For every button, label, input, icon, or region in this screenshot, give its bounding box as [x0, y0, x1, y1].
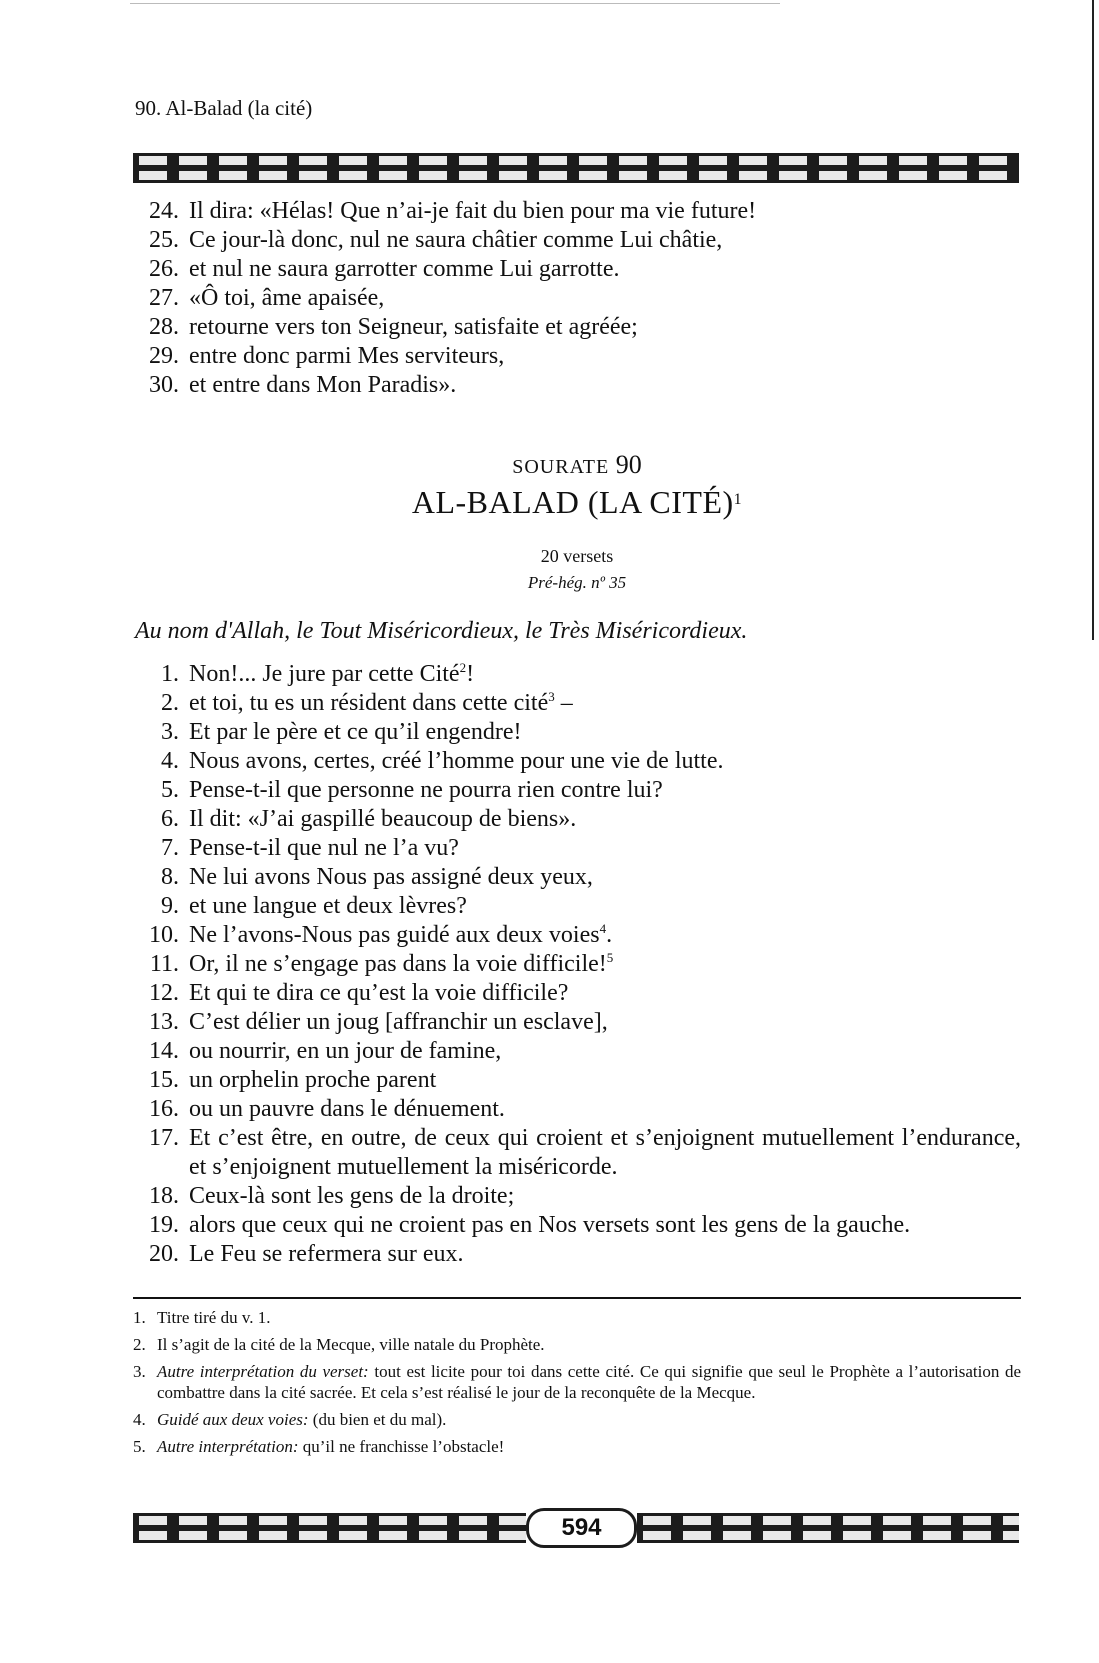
- verse-line: 3. Et par le père et ce qu’il engendre!: [161, 719, 522, 745]
- verse-line: 12. Et qui te dira ce qu’est la voie difficile?: [149, 980, 569, 1006]
- verse-line: 18. Ceux-là sont les gens de la droite;: [149, 1183, 515, 1209]
- verse-line: 17. Et c’est être, en outre, de ceux qui croient et s’enjoignent mutuellement l’endurance, et s’enjoignent mutuellement la miséricorde.: [149, 1125, 1021, 1180]
- verse-line: 13. C’est délier un joug [affranchir un esclave],: [149, 1009, 608, 1035]
- top-rule: [130, 3, 780, 4]
- previous-verses: [133, 197, 1021, 400]
- margin-rule: [1092, 0, 1094, 640]
- footnote: 5. Autre interprétation: qu’il ne franchisse l’obstacle!: [133, 1437, 505, 1456]
- sourate-verses: [133, 660, 1021, 1269]
- verse-line: 19. alors que ceux qui ne croient pas en Nos versets sont les gens de la gauche.: [149, 1212, 911, 1238]
- verse-line: 30. et entre dans Mon Paradis».: [149, 372, 457, 398]
- sourate-label: SOURATE: [512, 456, 610, 478]
- verse-line: 24. Il dira: «Hélas! Que n’ai-je fait du bien pour ma vie future!: [149, 198, 757, 224]
- verse-line: 14. ou nourrir, en un jour de famine,: [149, 1038, 502, 1064]
- basmala: Au nom d'Allah, le Tout Miséricordieux, le Très Miséricordieux.: [135, 618, 748, 644]
- verse-line: 10. Ne l’avons-Nous pas guidé aux deux voies$^4$.: [149, 921, 613, 948]
- page-number: 594: [526, 1508, 637, 1548]
- verse-line: 4. Nous avons, certes, créé l’homme pour une vie de lutte.: [161, 748, 724, 774]
- running-head: 90. Al-Balad (la cité): [135, 96, 313, 120]
- verse-line: 29. entre donc parmi Mes serviteurs,: [149, 343, 505, 369]
- revelation-order: Pré-hég. nº 35: [527, 573, 627, 592]
- verse-line: 20. Le Feu se refermera sur eux.: [149, 1241, 464, 1267]
- footnote-ref: 1: [733, 491, 743, 508]
- verse-line: 26. et nul ne saura garrotter comme Lui garrotte.: [149, 256, 620, 282]
- verse-line: 6. Il dit: «J’ai gaspillé beaucoup de biens».: [161, 806, 577, 832]
- verse-line: 9. et une langue et deux lèvres?: [161, 893, 467, 919]
- footnote: 3. Autre interprétation du verset: tout est licite pour toi dans cette cité. Ce qui signifie que seul le Prophète a l’autorisation de combattre dans la cité sacrée. Et cela s’est réalisé le jour de la reconquête de la Mecque.: [133, 1362, 1022, 1402]
- ornamental-band-bottom-right: [637, 1513, 1019, 1543]
- verse-count: 20 versets: [540, 546, 614, 566]
- sourate-title: AL-BALAD (LA CITÉ)$^1$: [411, 484, 743, 520]
- verse-line: 8. Ne lui avons Nous pas assigné deux yeux,: [161, 864, 593, 890]
- footnote: 4. Guidé aux deux voies: (du bien et du mal).: [133, 1410, 447, 1429]
- verse-line: 5. Pense-t-il que personne ne pourra rien contre lui?: [161, 777, 663, 803]
- verse-line: 27. «Ô toi, âme apaisée,: [149, 285, 385, 311]
- footnotes: [133, 1307, 1021, 1463]
- footnote-divider: [133, 1297, 1021, 1299]
- verse-line: 16. ou un pauvre dans le dénuement.: [149, 1096, 505, 1122]
- verse-line: 2. et toi, tu es un résident dans cette cité$^3$ –: [161, 689, 573, 716]
- sourate-heading: [133, 450, 1021, 480]
- footnote: 1. Titre tiré du v. 1.: [133, 1308, 271, 1327]
- ornamental-band-top: [133, 153, 1019, 183]
- ornamental-band-bottom-left: [133, 1513, 526, 1543]
- verse-line: 11. Or, il ne s’engage pas dans la voie difficile!$^5$: [149, 950, 614, 977]
- verse-line: 28. retourne vers ton Seigneur, satisfaite et agréée;: [149, 314, 638, 340]
- sourate-number: 90: [615, 450, 642, 479]
- verse-line: 25. Ce jour-là donc, nul ne saura châtier comme Lui châtie,: [149, 227, 723, 253]
- verse-line: 7. Pense-t-il que nul ne l’a vu?: [161, 835, 459, 861]
- verse-line: 1. Non!... Je jure par cette Cité$^2$!: [161, 660, 475, 687]
- verse-line: 15. un orphelin proche parent: [149, 1067, 437, 1093]
- footnote: 2. Il s’agit de la cité de la Mecque, ville natale du Prophète.: [133, 1335, 545, 1354]
